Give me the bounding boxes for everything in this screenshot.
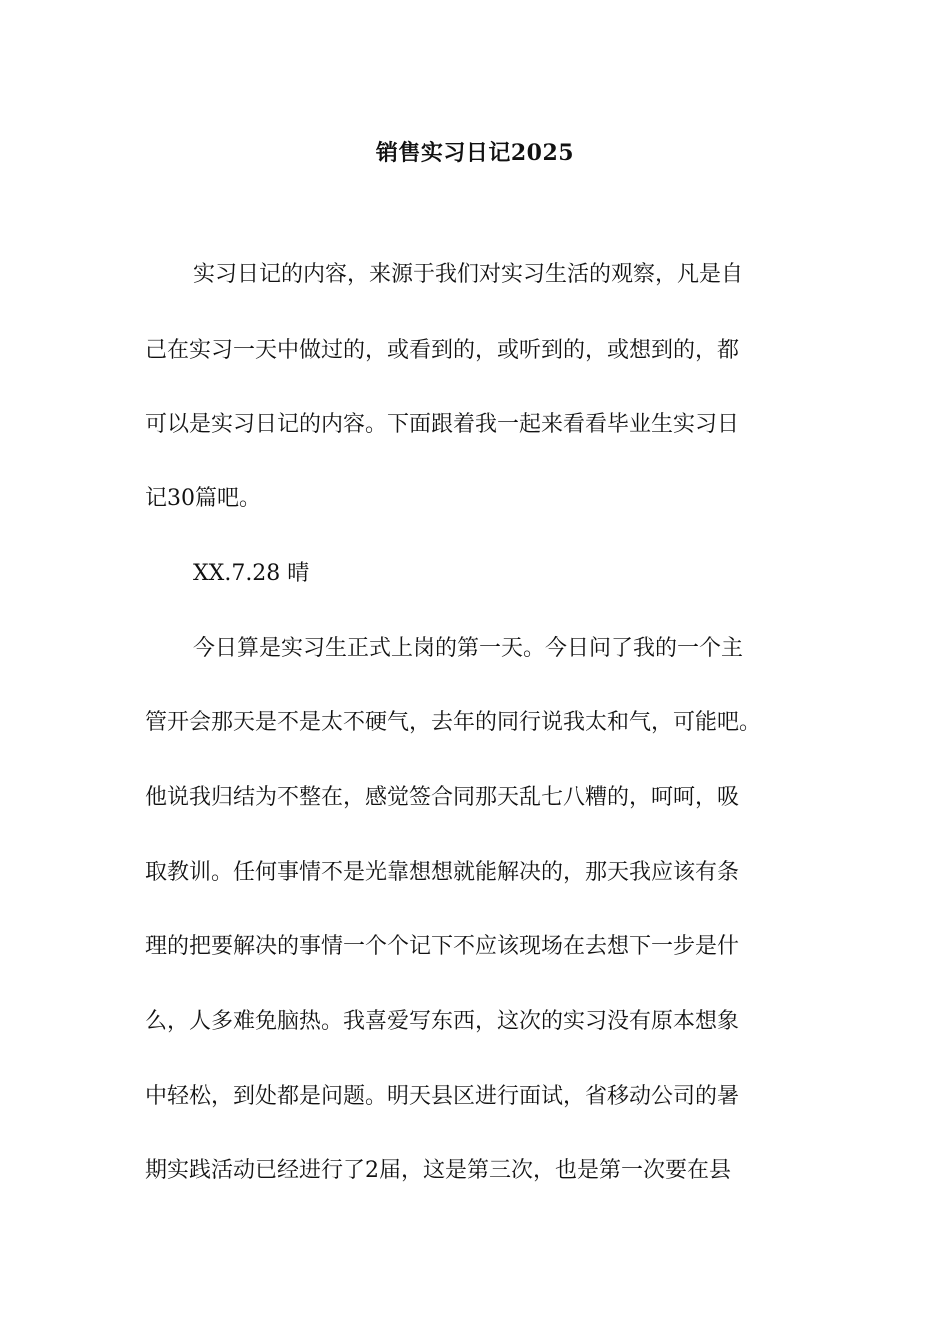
paragraph-line: 管开会那天是不是太不硬气，去年的同行说我太和气，可能吧。 <box>145 710 762 735</box>
paragraph-line: 理的把要解决的事情一个个记下不应该现场在去想下一步是什 <box>145 934 740 959</box>
paragraph-line: 记30篇吧。 <box>145 486 261 511</box>
paragraph-line: 实习日记的内容，来源于我们对实习生活的观察，凡是自 <box>193 262 744 287</box>
paragraph-line: 他说我归结为不整在，感觉签合同那天乱七八糟的，呵呵，吸 <box>145 785 740 810</box>
paragraph-line: 期实践活动已经进行了2届，这是第三次，也是第一次要在县 <box>145 1158 731 1183</box>
paragraph-line: 今日算是实习生正式上岗的第一天。今日问了我的一个主 <box>193 636 744 661</box>
diary-date-line: XX.7.28 晴 <box>193 561 310 586</box>
paragraph-line: 么，人多难免脑热。我喜爱写东西，这次的实习没有原本想象 <box>145 1009 740 1034</box>
page-title: 销售实习日记2025 <box>375 140 575 166</box>
paragraph-line: 取教训。任何事情不是光靠想想就能解决的，那天我应该有条 <box>145 860 740 885</box>
paragraph-line: 中轻松，到处都是问题。明天县区进行面试，省移动公司的暑 <box>145 1084 740 1109</box>
paragraph-line: 己在实习一天中做过的，或看到的，或听到的，或想到的，都 <box>145 338 740 363</box>
paragraph-line: 可以是实习日记的内容。下面跟着我一起来看看毕业生实习日 <box>145 412 740 437</box>
